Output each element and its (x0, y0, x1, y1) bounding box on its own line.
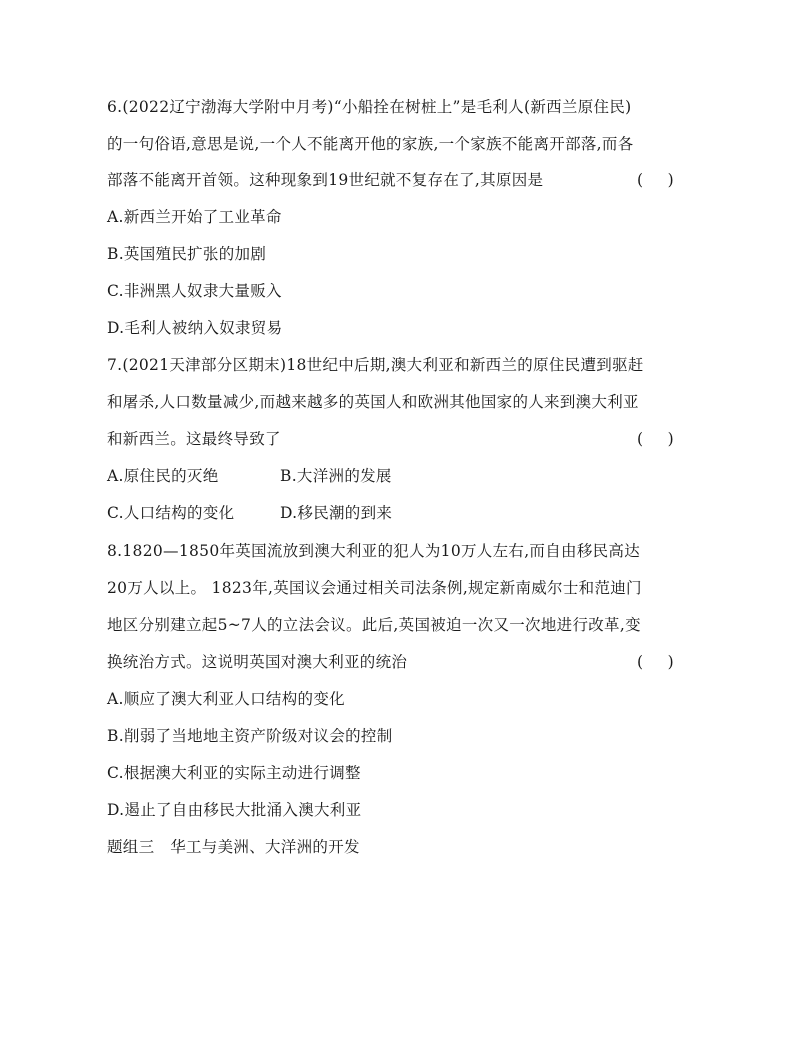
question-7-option-b: B.大洋洲的发展 (280, 467, 392, 485)
question-8-line-2: 20万人以上。 1823年,英国议会通过相关司法条例,规定新南威尔士和范迪门 (107, 579, 642, 597)
question-7-line-1: 7.(2021天津部分区期末)18世纪中后期,澳大利亚和新西兰的原住民遭到驱赶 (107, 356, 644, 374)
question-7-option-d: D.移民潮的到来 (280, 504, 393, 522)
section-title: 题组三 华工与美洲、大洋洲的开发 (107, 838, 360, 856)
question-6-line-3: 部落不能离开首领。这种现象到19世纪就不复存在了,其原因是 (107, 171, 544, 189)
question-7-line-3: 和新西兰。这最终导致了 (107, 430, 281, 448)
question-6-option-c: C.非洲黑人奴隶大量贩入 (107, 282, 282, 300)
question-7-line-2: 和屠杀,人口数量减少,而越来越多的英国人和欧洲其他国家的人来到澳大利亚 (107, 393, 639, 411)
question-6-answer-blank: ( ) (637, 171, 674, 189)
question-7-option-a: A.原住民的灭绝 (107, 467, 219, 485)
question-8-option-a: A.顺应了澳大利亚人口结构的变化 (107, 690, 345, 708)
question-7-answer-blank: ( ) (637, 430, 674, 448)
question-6-option-a: A.新西兰开始了工业革命 (107, 208, 282, 226)
question-8-line-4: 换统治方式。这说明英国对澳大利亚的统治 (107, 653, 408, 671)
question-6-line-2: 的一句俗语,意思是说,一个人不能离开他的家族,一个家族不能离开部落,而各 (107, 135, 634, 153)
question-8-line-3: 地区分别建立起5~7人的立法会议。此后,英国被迫一次又一次地进行改革,变 (107, 616, 641, 634)
question-8-line-1: 8.1820—1850年英国流放到澳大利亚的犯人为10万人左右,而自由移民高达 (107, 542, 641, 560)
question-6-line-1: 6.(2022辽宁渤海大学附中月考)“小船拴在树桩上”是毛利人(新西兰原住民) (107, 98, 632, 116)
question-6-option-d: D.毛利人被纳入奴隶贸易 (107, 319, 283, 337)
question-7-option-c: C.人口结构的变化 (107, 504, 235, 522)
question-8-option-d: D.遏止了自由移民大批涌入澳大利亚 (107, 801, 362, 819)
question-6-option-b: B.英国殖民扩张的加剧 (107, 245, 267, 263)
question-8-option-b: B.削弱了当地地主资产阶级对议会的控制 (107, 727, 393, 745)
question-8-answer-blank: ( ) (637, 653, 674, 671)
question-8-option-c: C.根据澳大利亚的实际主动进行调整 (107, 764, 361, 782)
